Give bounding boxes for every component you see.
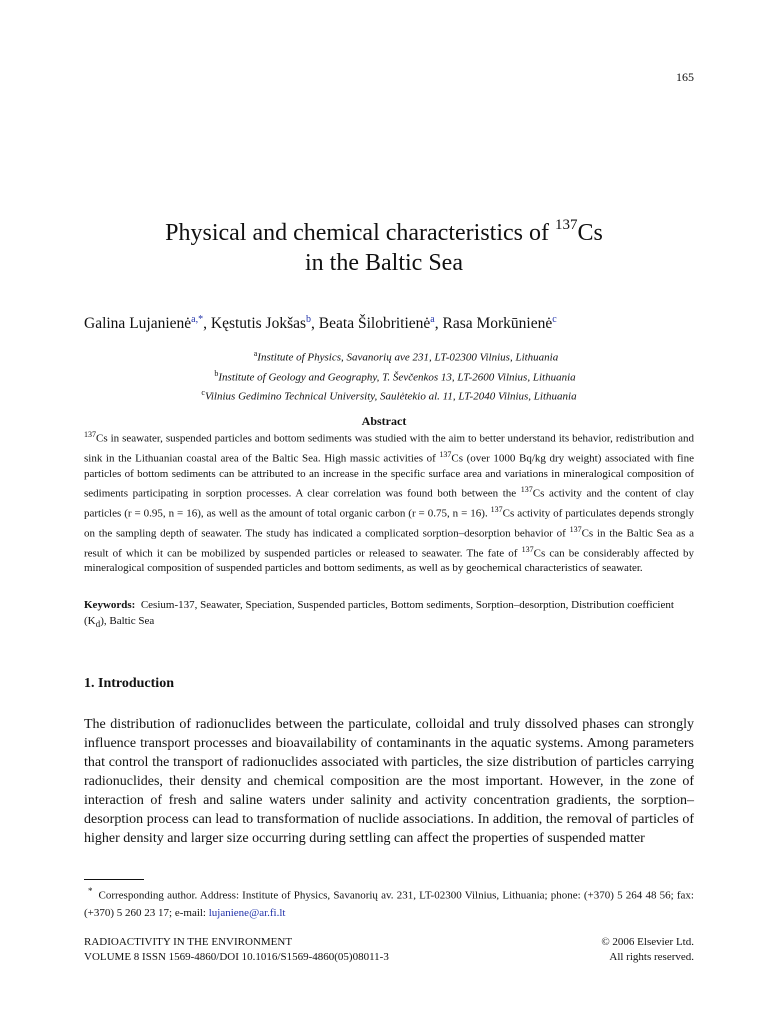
- journal-volume: VOLUME 8 ISSN 1569-4860/DOI 10.1016/S1569-4860(05)08011-3: [84, 951, 389, 963]
- page-number: 165: [676, 70, 694, 84]
- title-line-1: Physical and chemical characteristics of $^{137}$Cs: [165, 217, 603, 246]
- author-list: Galina Lujanienė$^{a,*}$, Kęstutis Jokšas$^b$, Beata Šilobritienė$^a$, Rasa Morkūnienė$^c$: [84, 314, 557, 333]
- author-affiliation-mark[interactable]: b: [306, 314, 312, 325]
- affiliation: $^a$Institute of Physics, Savanorių ave 231, LT-02300 Vilnius, Lithuania: [253, 349, 559, 364]
- affiliation: $^c$Vilnius Gedimino Technical University, Saulėtekio al. 11, LT-2040 Vilnius, Lithuania: [201, 388, 577, 403]
- paper-title: [0, 212, 768, 278]
- author-name: Galina Lujanienė: [84, 315, 192, 333]
- author-affiliation-mark[interactable]: a,*: [191, 314, 204, 325]
- author-name: Rasa Morkūnienė: [442, 315, 553, 333]
- section-heading: 1. Introduction: [84, 676, 174, 691]
- title-line-2: in the Baltic Sea: [305, 250, 463, 276]
- keywords: Keywords: Cesium-137, Seawater, Speciation, Suspended particles, Bottom sediments, Sorption–desorption, Distribution coefficient $(K_d)$, Baltic Sea: [84, 599, 674, 629]
- affiliation: $^b$Institute of Geology and Geography, T. Ševčenkos 13, LT-2600 Vilnius, Lithuania: [214, 368, 576, 384]
- journal-name: RADIOACTIVITY IN THE ENVIRONMENT: [84, 936, 293, 948]
- affiliations: [0, 346, 768, 405]
- author-affiliation-mark[interactable]: c: [552, 314, 557, 325]
- copyright-info: [601, 935, 694, 965]
- footnote-marker: *: [88, 886, 93, 896]
- author-name: Kęstutis Jokšas: [210, 315, 307, 333]
- journal-info: [84, 935, 389, 965]
- section-body: The distribution of radionuclides between the particulate, colloidal and truly dissolved phases can strongly influence transport processes and bioavailability of contaminants in the aquatic systems. Among parameters that control the transport of radionuclides associated with particles, the size distribution of particles carrying radionuclides, their density and chemical composition are the most important. However, in the zone of interaction of fresh and saline waters under salinity and activity concentration gradients, the sorption–desorption process can lead to transformation of nuclide associations. In addition, the removal of particles of higher density and larger size occurring during settling can affect the properties of suspended matter: [84, 717, 694, 846]
- author-name: Beata Šilobritienė: [318, 315, 431, 333]
- copyright: © 2006 Elsevier Ltd.: [601, 936, 694, 948]
- author-affiliation-mark[interactable]: a: [430, 314, 435, 325]
- abstract-body: $^{137}$Cs in seawater, suspended particles and bottom sediments was studied with the aim to better understand its behavior, redistribution and sink in the Lithuanian coastal area of the Baltic Sea. High massic activities of $^{137}$Cs (over 1000 Bq/kg dry weight) associated with fine particles of bottom sediments can be attributed to an increase in the specific surface area and variations in mineralogical composition of sediments participating in sorption processes. A clear correlation was found both between the $^{137}$Cs activity and the content of clay particles (r = 0.95, n = 16), as well as the amount of total organic carbon (r = 0.75, n = 16). $^{137}$Cs activity of particulates depends strongly on the sampling depth of seawater. The study has indicated a complicated sorption–desorption behavior of $^{137}$Cs in the Baltic Sea as a result of which it can be mobilized by suspended particles or released to seawater. The fate of $^{137}$Cs can be considerably affected by mineralogical composition of suspended particles and bottom sediments, as well as by geochemical characteristics of seawater.: [84, 430, 695, 575]
- footnote: * Corresponding author. Address: Institute of Physics, Savanorių av. 231, LT-02300 Vilnius, Lithuania; phone: (+370) 5 264 48 56; fax: (+370) 5 260 23 17; e-mail: lujaniene@ar.fi.lt: [84, 886, 694, 919]
- email-link[interactable]: lujaniene@ar.fi.lt: [208, 906, 286, 919]
- rights: All rights reserved.: [609, 951, 694, 963]
- footnote-divider: [84, 879, 144, 880]
- abstract-heading: Abstract: [361, 414, 407, 428]
- keywords-label: Keywords:: [84, 599, 136, 611]
